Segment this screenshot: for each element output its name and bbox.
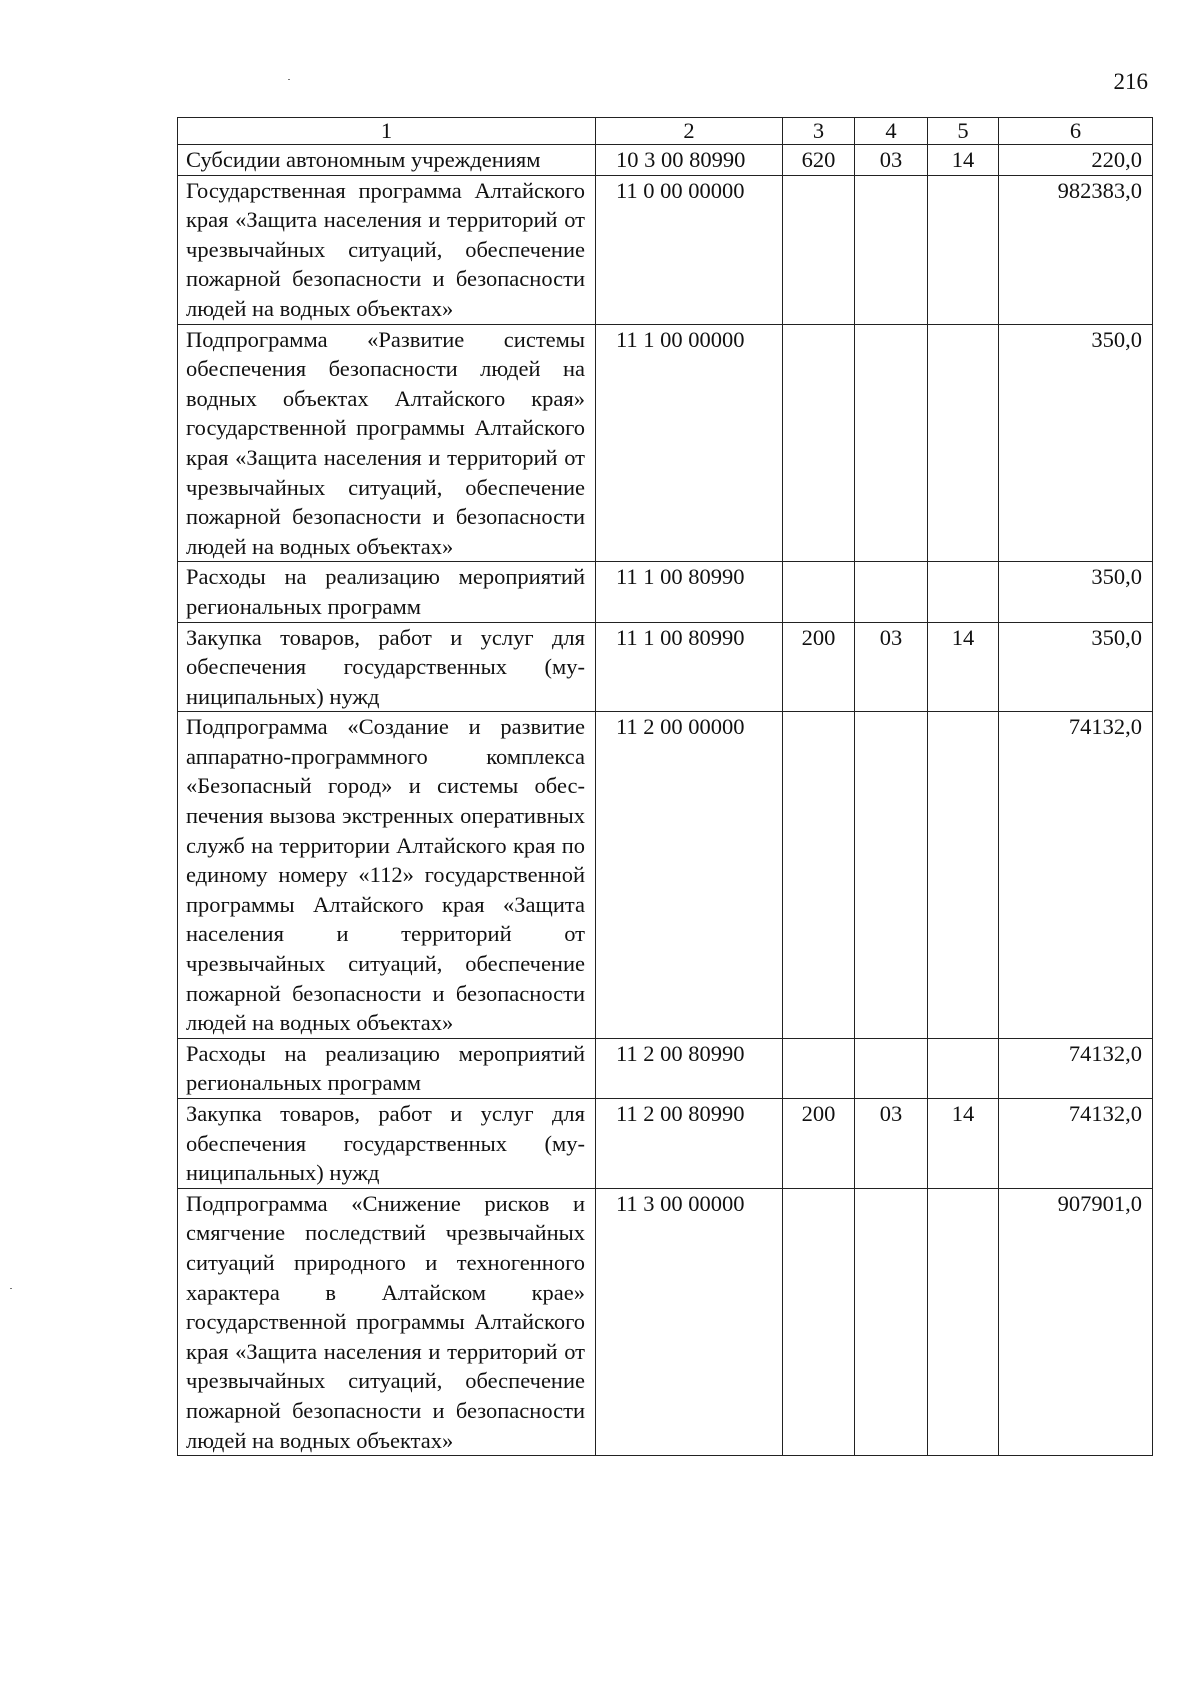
row-sum: 220,0	[999, 145, 1153, 176]
page-number: 216	[1113, 69, 1148, 94]
row-rz	[855, 175, 928, 324]
table-row	[178, 324, 1153, 562]
row-pr: 14	[928, 622, 999, 712]
row-rz	[855, 562, 928, 622]
row-rz	[855, 324, 928, 562]
row-vr: 620	[783, 145, 855, 176]
row-vr	[783, 324, 855, 562]
row-sum: 74132,0	[999, 1038, 1153, 1098]
row-code: 11 1 00 00000	[596, 324, 783, 562]
column-header-3: 3	[783, 118, 855, 145]
column-header-5: 5	[928, 118, 999, 145]
row-code: 11 3 00 00000	[596, 1188, 783, 1455]
row-code: 10 3 00 80990	[596, 145, 783, 176]
row-rz: 03	[855, 1099, 928, 1189]
row-sum: 350,0	[999, 622, 1153, 712]
table-row	[178, 622, 1153, 712]
row-sum: 350,0	[999, 562, 1153, 622]
row-vr: 200	[783, 1099, 855, 1189]
row-pr	[928, 1188, 999, 1455]
row-rz	[855, 1188, 928, 1455]
table-row	[178, 1099, 1153, 1189]
table-row	[178, 1188, 1153, 1455]
row-name: Закупка товаров, работ и услуг для обеспечения государственных (муниципальных) нужд	[178, 1099, 596, 1189]
table-row	[178, 712, 1153, 1039]
row-pr	[928, 175, 999, 324]
row-code: 11 1 00 80990	[596, 562, 783, 622]
budget-table	[177, 117, 1153, 1456]
row-name: Подпрограмма «Развитие системы обеспечения безопасности людей на водных объектах Алтайского края» государственной программы Алтайского края «Защита населения и территорий от чрезвычайных ситуаций, обеспечение пожарной безопасности и безопасности людей на водных объектах»	[178, 324, 596, 562]
column-header-2: 2	[596, 118, 783, 145]
row-name: Подпрограмма «Снижение рисков и смягчение последствий чрезвычайных ситуаций природного и техногенного характера в Алтайском крае» государственной программы Алтайского края «Защита населения и территорий от чрезвычайных ситуаций, обеспечение пожарной безопасности и безопасности людей на водных объектах»	[178, 1188, 596, 1455]
column-header-4: 4	[855, 118, 928, 145]
scan-speck	[288, 79, 290, 80]
row-code: 11 2 00 00000	[596, 712, 783, 1039]
row-sum: 907901,0	[999, 1188, 1153, 1455]
row-vr: 200	[783, 622, 855, 712]
row-code: 11 2 00 80990	[596, 1038, 783, 1098]
row-pr	[928, 712, 999, 1039]
column-header-6: 6	[999, 118, 1153, 145]
row-code: 11 2 00 80990	[596, 1099, 783, 1189]
row-sum: 350,0	[999, 324, 1153, 562]
column-header-1: 1	[178, 118, 596, 145]
table-row	[178, 1038, 1153, 1098]
row-sum: 74132,0	[999, 712, 1153, 1039]
row-name: Субсидии автономным учреждениям	[178, 145, 596, 176]
row-rz	[855, 1038, 928, 1098]
scan-speck	[10, 1288, 12, 1289]
row-vr	[783, 175, 855, 324]
row-rz: 03	[855, 145, 928, 176]
row-pr	[928, 1038, 999, 1098]
row-name: Подпрограмма «Создание и развитие аппаратно-программного комплекса «Безопасный город» и системы обеспечения вызова экстренных оперативных служб на территории Алтайского края по единому номеру «112» государственной программы Алтайского края «Защита населения и территорий от чрезвычайных ситуаций, обеспечение пожарной безопасности и безопасности людей на водных объектах»	[178, 712, 596, 1039]
row-sum: 982383,0	[999, 175, 1153, 324]
row-vr	[783, 1188, 855, 1455]
table-row	[178, 145, 1153, 176]
row-sum: 74132,0	[999, 1099, 1153, 1189]
row-vr	[783, 562, 855, 622]
row-pr	[928, 324, 999, 562]
row-name: Расходы на реализацию мероприятий региональных программ	[178, 562, 596, 622]
row-vr	[783, 712, 855, 1039]
table-header-row	[178, 118, 1153, 145]
row-pr: 14	[928, 1099, 999, 1189]
row-pr	[928, 562, 999, 622]
row-rz	[855, 712, 928, 1039]
row-name: Закупка товаров, работ и услуг для обеспечения государственных (муниципальных) нужд	[178, 622, 596, 712]
row-pr: 14	[928, 145, 999, 176]
table-row	[178, 175, 1153, 324]
row-code: 11 0 00 00000	[596, 175, 783, 324]
row-name: Расходы на реализацию мероприятий региональных программ	[178, 1038, 596, 1098]
row-vr	[783, 1038, 855, 1098]
row-code: 11 1 00 80990	[596, 622, 783, 712]
row-rz: 03	[855, 622, 928, 712]
table-row	[178, 562, 1153, 622]
row-name: Государственная программа Алтайского края «Защита населения и территорий от чрезвычайных ситуаций, обеспечение пожарной безопасности и безопасности людей на водных объектах»	[178, 175, 596, 324]
